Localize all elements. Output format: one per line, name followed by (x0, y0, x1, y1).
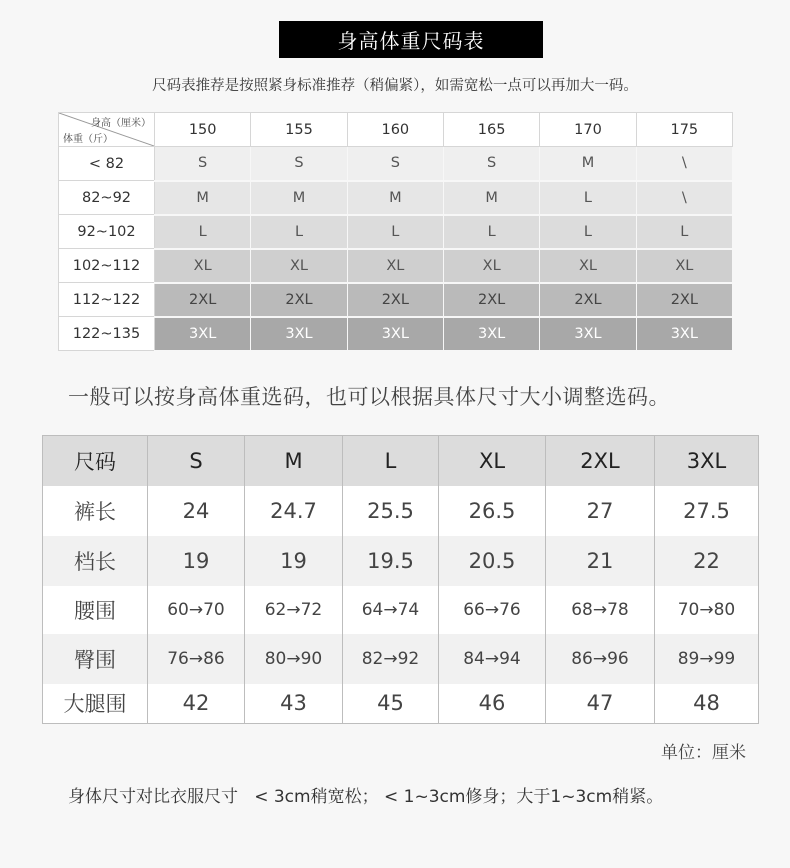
measure-value: 45 (343, 684, 439, 724)
table-row (59, 283, 733, 317)
height-header: 155 (251, 113, 347, 147)
size-cell: 3XL (540, 317, 636, 351)
size-cell: S (443, 147, 539, 181)
size-header: L (343, 436, 439, 486)
size-cell: L (347, 215, 443, 249)
measure-value: 68→78 (546, 586, 655, 634)
measure-label: 裤长 (43, 486, 148, 536)
corner-cell (59, 113, 155, 147)
size-cell: 2XL (540, 283, 636, 317)
size-cell: 3XL (636, 317, 732, 351)
measure-value: 26.5 (439, 486, 546, 536)
height-header: 170 (540, 113, 636, 147)
measure-value: 21 (546, 536, 655, 586)
measure-label: 档长 (43, 536, 148, 586)
size-cell: XL (251, 249, 347, 283)
measure-value: 66→76 (439, 586, 546, 634)
measure-label: 大腿围 (43, 684, 148, 724)
size-header: M (245, 436, 343, 486)
size-cell: 2XL (636, 283, 732, 317)
table-row (59, 181, 733, 215)
size-header: 3XL (655, 436, 759, 486)
measure-value: 82→92 (343, 634, 439, 684)
size-cell: 3XL (155, 317, 251, 351)
weight-label: 112~122 (59, 283, 155, 317)
table-row (59, 147, 733, 181)
height-header-row (59, 113, 733, 147)
measure-value: 22 (655, 536, 759, 586)
size-header: 尺码 (43, 436, 148, 486)
size-cell: S (155, 147, 251, 181)
height-header: 160 (347, 113, 443, 147)
size-cell: XL (347, 249, 443, 283)
table-row (59, 249, 733, 283)
measure-value: 24.7 (245, 486, 343, 536)
size-cell: \ (636, 181, 732, 215)
height-header: 150 (155, 113, 251, 147)
size-cell: M (155, 181, 251, 215)
measure-value: 62→72 (245, 586, 343, 634)
size-cell: XL (155, 249, 251, 283)
intro-text: 尺码表推荐是按照紧身标准推荐（稍偏紧），如需宽松一点可以再加大一码。 (152, 78, 638, 94)
measure-value: 19 (245, 536, 343, 586)
size-cell: L (251, 215, 347, 249)
measure-value: 20.5 (439, 536, 546, 586)
measure-value: 86→96 (546, 634, 655, 684)
measure-value: 48 (655, 684, 759, 724)
measure-value: 24 (148, 486, 245, 536)
weight-label: 92~102 (59, 215, 155, 249)
corner-weight-label: 体重（斤） (63, 134, 113, 145)
size-cell: 2XL (443, 283, 539, 317)
unit-label: 单位：厘米 (661, 743, 746, 763)
table-row (43, 684, 759, 724)
weight-label: 82~92 (59, 181, 155, 215)
size-cell: L (540, 215, 636, 249)
height-header: 165 (443, 113, 539, 147)
size-header-row (43, 436, 759, 486)
table-row (43, 486, 759, 536)
measure-value: 27 (546, 486, 655, 536)
page-title: 身高体重尺码表 (279, 21, 543, 58)
table-row (43, 586, 759, 634)
measure-value: 43 (245, 684, 343, 724)
size-header: XL (439, 436, 546, 486)
size-cell: 3XL (443, 317, 539, 351)
measure-value: 19 (148, 536, 245, 586)
corner-height-label: 身高（厘米） (91, 118, 151, 129)
weight-label: 122~135 (59, 317, 155, 351)
weight-label: 102~112 (59, 249, 155, 283)
size-recommendation-table (58, 112, 733, 352)
measure-value: 70→80 (655, 586, 759, 634)
size-cell: M (540, 147, 636, 181)
measure-value: 84→94 (439, 634, 546, 684)
size-cell: 2XL (347, 283, 443, 317)
measure-value: 89→99 (655, 634, 759, 684)
size-cell: S (347, 147, 443, 181)
size-cell: S (251, 147, 347, 181)
selection-note: 一般可以按身高体重选码，也可以根据具体尺寸大小调整选码。 (68, 385, 670, 409)
measure-label: 腰围 (43, 586, 148, 634)
measure-value: 27.5 (655, 486, 759, 536)
size-cell: L (540, 181, 636, 215)
size-cell: L (443, 215, 539, 249)
measure-value: 47 (546, 684, 655, 724)
measure-value: 19.5 (343, 536, 439, 586)
measure-value: 60→70 (148, 586, 245, 634)
size-header: S (148, 436, 245, 486)
measure-label: 臀围 (43, 634, 148, 684)
measure-value: 76→86 (148, 634, 245, 684)
height-header: 175 (636, 113, 732, 147)
footer-note: 身体尺寸对比衣服尺寸 < 3cm稍宽松； < 1~3cm修身；大于1~3cm稍紧。 (68, 787, 664, 807)
measure-value: 46 (439, 684, 546, 724)
measure-value: 80→90 (245, 634, 343, 684)
size-cell: 2XL (155, 283, 251, 317)
measure-value: 42 (148, 684, 245, 724)
measurement-table (42, 435, 759, 724)
size-cell: M (347, 181, 443, 215)
table-row (59, 317, 733, 351)
weight-label: < 82 (59, 147, 155, 181)
size-cell: M (443, 181, 539, 215)
size-cell: XL (443, 249, 539, 283)
size-cell: XL (636, 249, 732, 283)
measure-value: 25.5 (343, 486, 439, 536)
table-row (59, 215, 733, 249)
size-cell: L (155, 215, 251, 249)
size-cell: 3XL (347, 317, 443, 351)
size-cell: M (251, 181, 347, 215)
measure-value: 64→74 (343, 586, 439, 634)
size-header: 2XL (546, 436, 655, 486)
size-cell: L (636, 215, 732, 249)
size-cell: \ (636, 147, 732, 181)
table-row (43, 634, 759, 684)
table-row (43, 536, 759, 586)
size-cell: 2XL (251, 283, 347, 317)
size-cell: XL (540, 249, 636, 283)
size-cell: 3XL (251, 317, 347, 351)
